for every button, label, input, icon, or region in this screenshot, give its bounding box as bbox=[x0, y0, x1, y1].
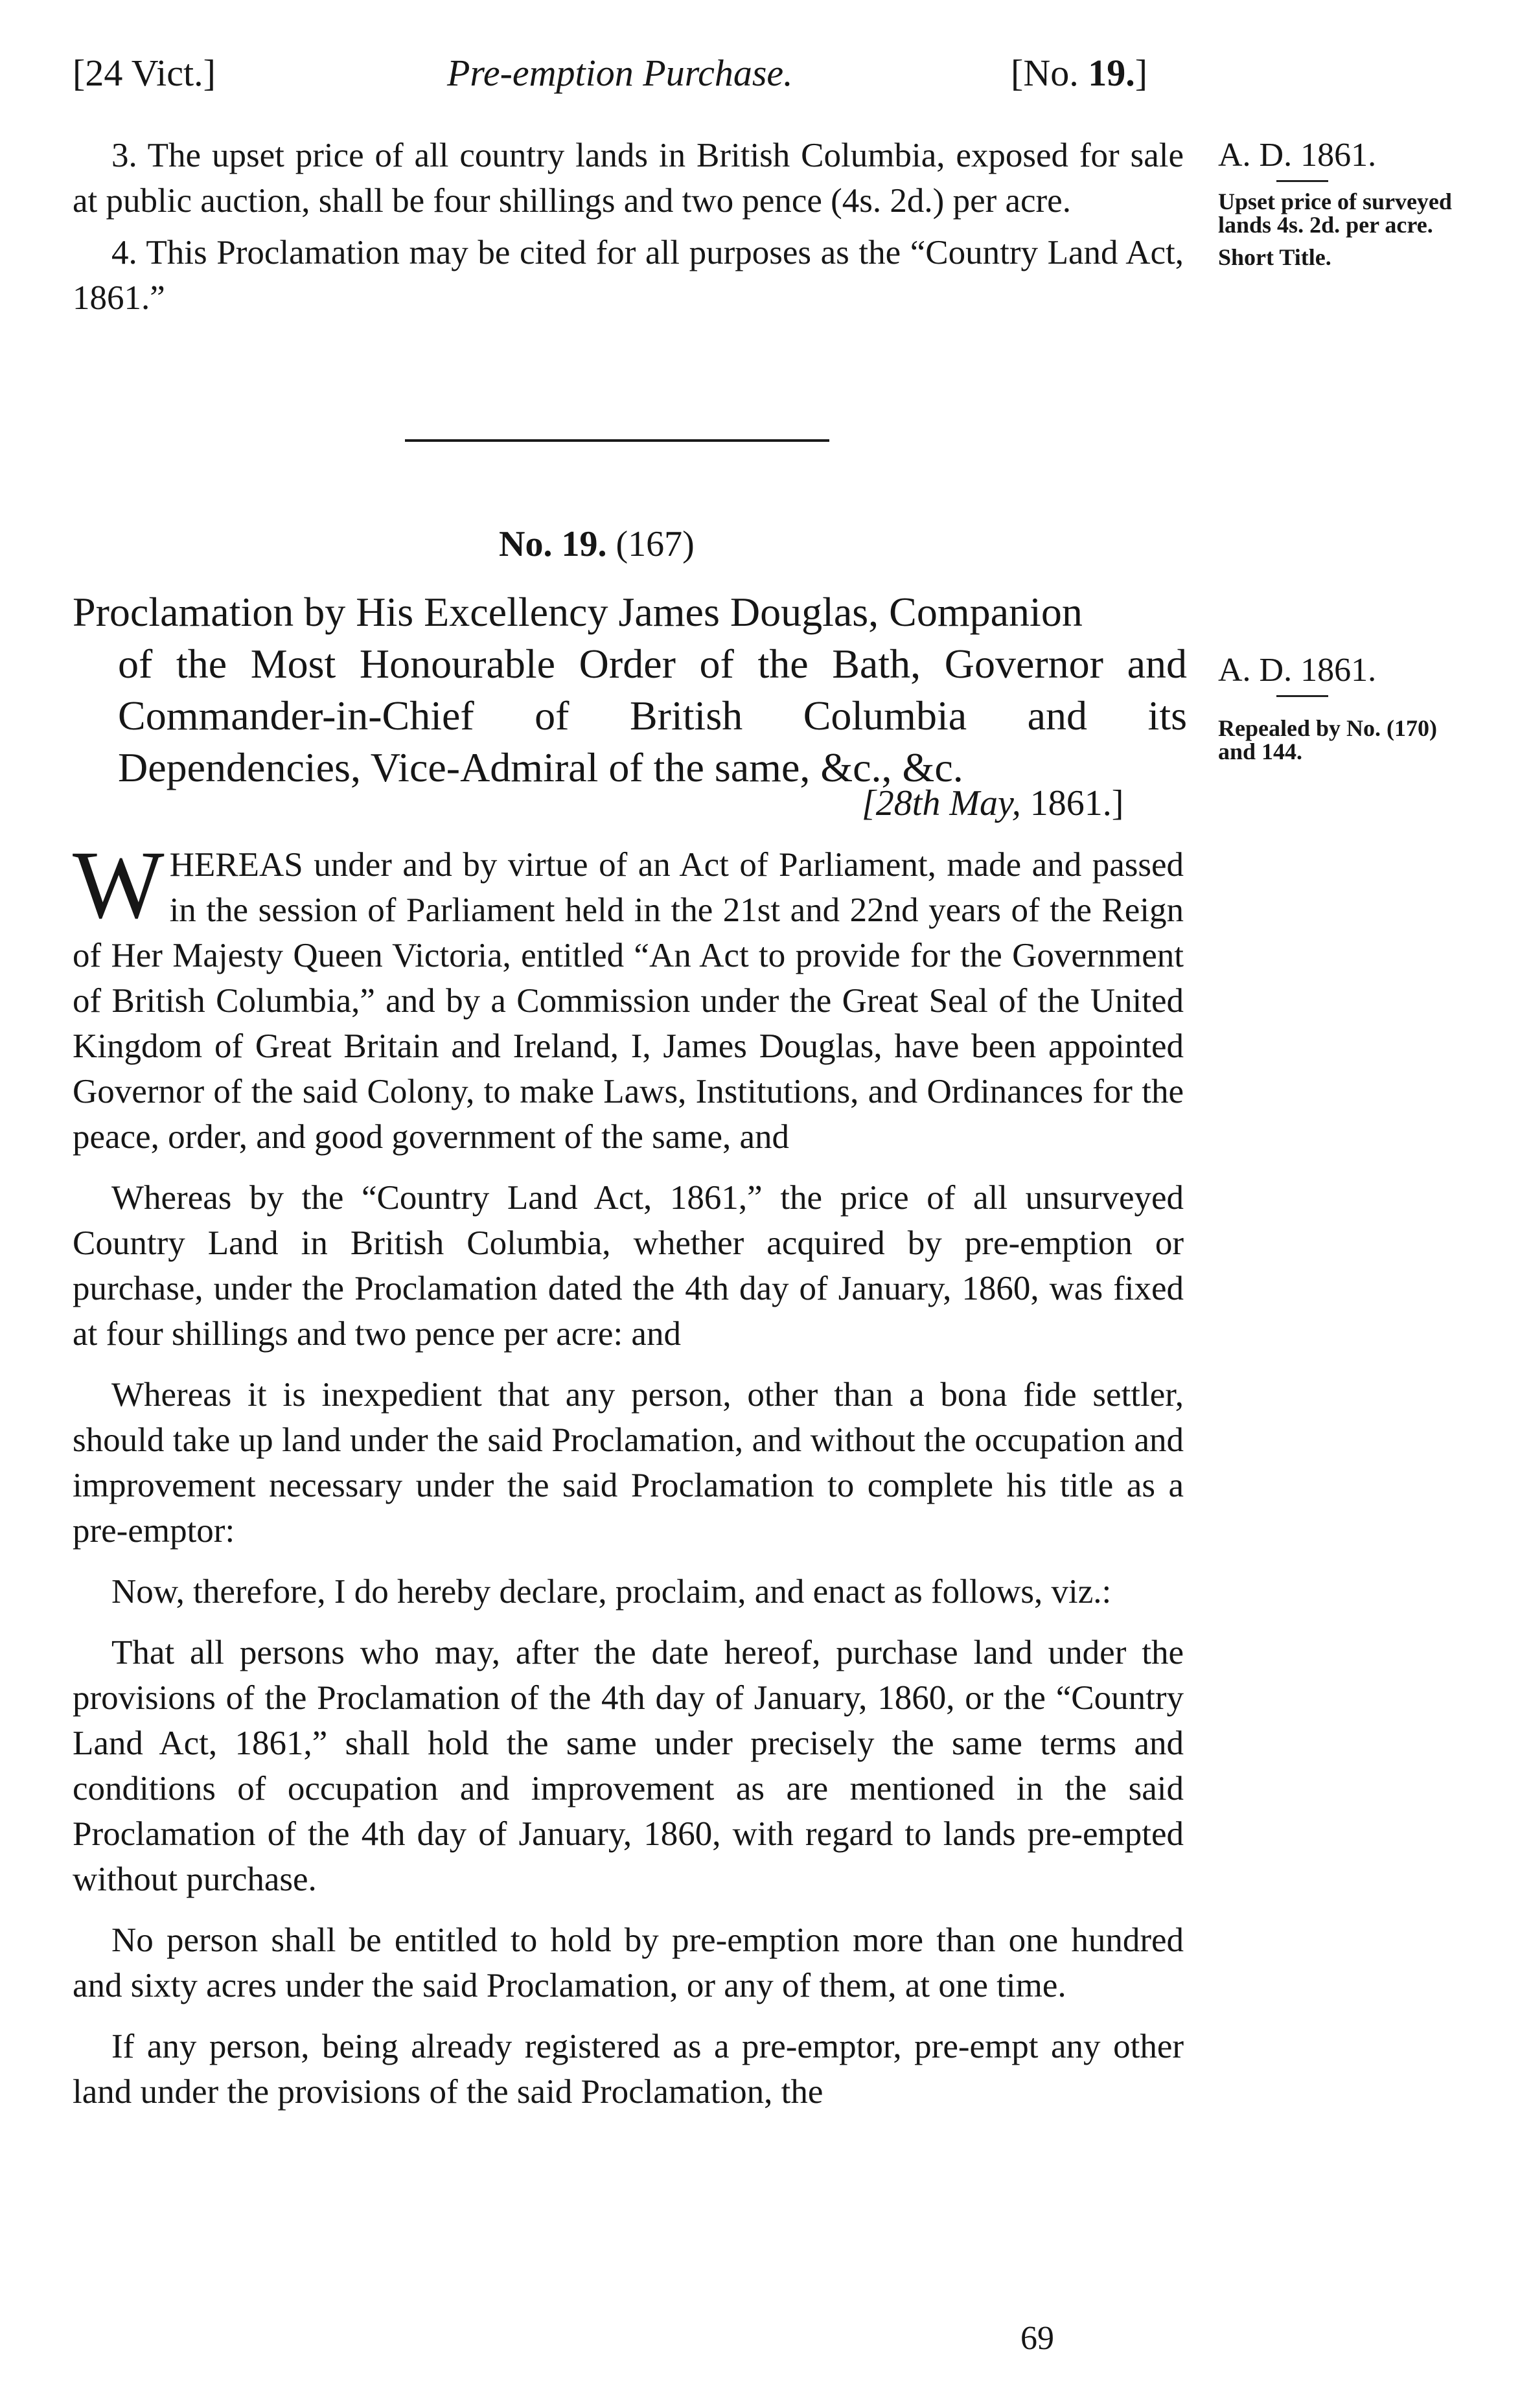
section-4: 4. This Proclamation may be cited for all purposes as the “Country Land Act, 1861.” bbox=[73, 234, 1184, 317]
side-divider-2 bbox=[1276, 695, 1328, 697]
paragraph-terms: That all persons who may, after the date hereof, purchase land under the provisions of the Proclamation of the 4th day of January, 1860, or the “Country Land Act, 1861,” shall hold the same under precisely the same terms and conditions of occupation and improvement as are mentioned in the said Proclamation of the 4th day of January, 1860, with regard to lands pre-empted without purchase. bbox=[73, 1634, 1184, 1898]
paragraph-enactment: Now, therefore, I do hereby declare, proclaim, and enact as follows, viz.: bbox=[111, 1573, 1112, 1611]
running-head-number bbox=[1011, 51, 1147, 96]
proclamation-number-ref: (167) bbox=[616, 524, 695, 564]
paragraph-whereas-2: Whereas by the “Country Land Act, 1861,” the price of all unsurveyed Country Land in British Columbia, whether acquired by pre-emption or purchase, under the Proclamation dated the 4th day of January, 1860, was fixed at four shillings and two pence per acre: and bbox=[73, 1179, 1184, 1353]
proclamation-date-year: 1861.] bbox=[1030, 783, 1124, 823]
section-3: 3. The upset price of all country lands in British Columbia, exposed for sale at public auction, shall be four shillings and two pence (4s. 2d.) per acre. bbox=[73, 137, 1184, 220]
side-date-previous: A. D. 1861. bbox=[1218, 137, 1377, 174]
paragraph-registered: If any person, being already registered as a pre-emptor, pre-empt any other land under the provisions of the said Proclamation, the bbox=[73, 2028, 1184, 2111]
running-head-number-value: 19. bbox=[1088, 52, 1135, 94]
paragraph-acre-limit: No person shall be entitled to hold by pre-emption more than one hundred and sixty acres under the said Proclamation, or any of them, at one time. bbox=[73, 1921, 1184, 2004]
paragraph-whereas-3: Whereas it is inexpedient that any person, other than a bona fide settler, should take up land under the said Proclamation, and without the occupation and improvement necessary under the said Proclamation to complete his title as a pre-emptor: bbox=[73, 1376, 1184, 1550]
previous-act-sections bbox=[73, 133, 1184, 321]
running-head-left: [24 Vict.] bbox=[73, 52, 216, 94]
side-date-proclamation: A. D. 1861. bbox=[1218, 652, 1377, 689]
running-head-number-prefix: [No. bbox=[1011, 52, 1088, 94]
section-divider-rule bbox=[405, 439, 829, 442]
proclamation-number-label: No. 19. bbox=[499, 524, 607, 564]
side-divider bbox=[1276, 180, 1328, 182]
proclamation-number bbox=[499, 522, 695, 567]
proclamation-body bbox=[73, 831, 1184, 2115]
proclamation-title-continued: of the Most Honourable Order of the Bath, Governor and Commander-in-Chief of British Columbia and its Dependencies, Vice-Admiral of the same, &c., &c. bbox=[118, 641, 1187, 790]
dropcap-letter: W bbox=[73, 831, 165, 939]
paragraph-whereas-1-text: HEREAS under and by virtue of an Act of Parliament, made and passed in the session of Parliament held in the 21st and 22nd years of the Reign of Her Majesty Queen Victoria, entitled “An Act to provide for the Government of British Columbia,” and by a Commission under the Great Seal of the United Kingdom of Great Britain and Ireland, I, James Douglas, have been appointed Governor of the said Colony, to make Laws, Institutions, and Ordinances for the peace, order, and good government of the same, and bbox=[73, 846, 1184, 1156]
running-head-title: Pre-emption Purchase. bbox=[447, 52, 793, 94]
side-notes-previous bbox=[1218, 136, 1477, 269]
proclamation-title-line1: Proclamation by His Excellency James Douglas, Companion bbox=[73, 589, 1083, 635]
paragraph-whereas-1 bbox=[73, 831, 1184, 1160]
side-note-repealed: Repealed by No. (170) and 144. bbox=[1218, 715, 1437, 764]
side-notes-proclamation bbox=[1218, 651, 1477, 763]
proclamation-date bbox=[862, 781, 1123, 826]
running-head-number-suffix: ] bbox=[1134, 52, 1148, 94]
page-number: 69 bbox=[1020, 2320, 1054, 2357]
proclamation-date-prefix: [28th May, bbox=[862, 783, 1021, 823]
proclamation-title bbox=[73, 586, 1187, 794]
side-note-upset-price: Upset price of surveyed lands 4s. 2d. per acre. bbox=[1218, 189, 1452, 238]
side-note-short-title: Short Title. bbox=[1218, 244, 1331, 270]
